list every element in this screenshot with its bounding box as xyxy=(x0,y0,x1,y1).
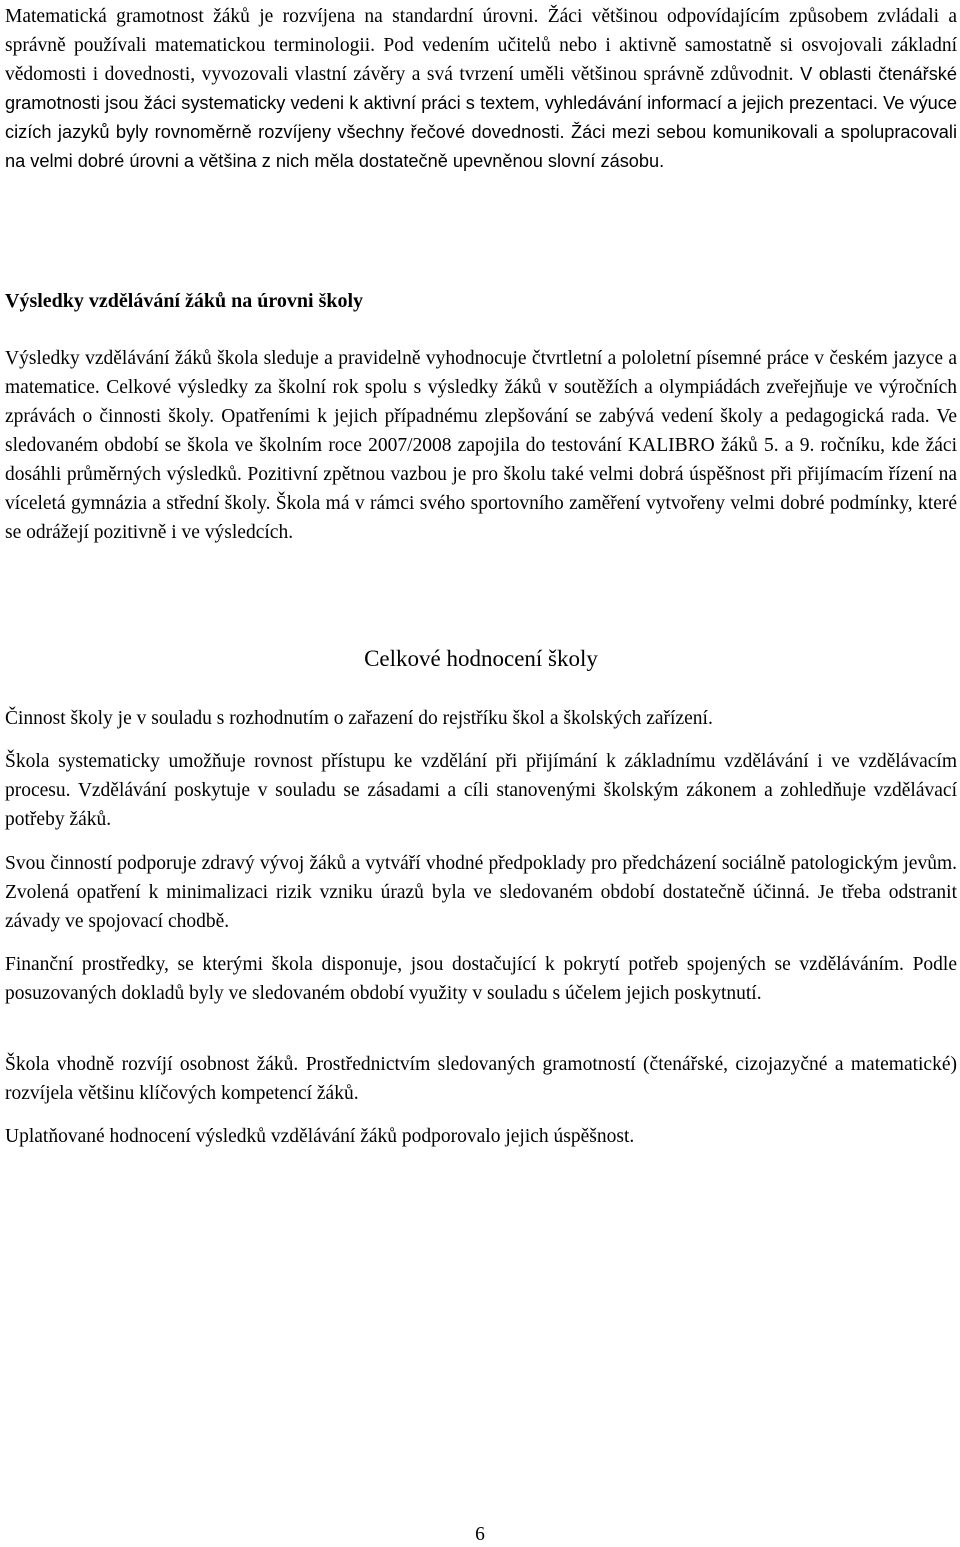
overall-paragraph-6: Uplatňované hodnocení výsledků vzdělávání žáků podporovalo jejich úspěšnost. xyxy=(5,1126,635,1147)
overall-paragraph-3: Svou činností podporuje zdravý vývoj žáků a vytváří vhodné předpoklady pro předcházení sociálně patologickým jevům. Zvolená opatření k minimalizaci rizik vzniku úrazů byla ve sledovaném období dostatečně účinná. Je třeba odstranit závady ve spojovací chodbě. xyxy=(5,853,957,932)
overall-paragraph-1: Činnost školy je v souladu s rozhodnutím o zařazení do rejstříku škol a školských zařízení. xyxy=(5,708,713,729)
overall-paragraph-4: Finanční prostředky, se kterými škola disponuje, jsou dostačující k pokrytí potřeb spojených se vzděláváním. Podle posuzovaných dokladů byly ve sledovaném období využity v souladu s účelem jejich poskytnutí. xyxy=(5,954,957,1004)
overall-paragraph-5: Škola vhodně rozvíjí osobnost žáků. Prostřednictvím sledovaných gramotností (čtenářské, cizojazyčné a matematické) rozvíjela většinu klíčových kompetencí žáků. xyxy=(5,1054,957,1104)
overall-paragraph-2: Škola systematicky umožňuje rovnost přístupu ke vzdělání při přijímání k základnímu vzdělávání i ve vzdělávacím procesu. Vzdělávání poskytuje v souladu se zásadami a cíli stanovenými školským zákonem a zohledňuje vzdělávací potřeby žáků. xyxy=(5,751,957,830)
results-paragraph: Výsledky vzdělávání žáků škola sleduje a pravidelně vyhodnocuje čtvrtletní a pololetní písemné práce v českém jazyce a matematice. Celkové výsledky za školní rok spolu s výsledky žáků v soutěžích a olympiádách zveřejňuje ve výročních zprávách o činnosti školy. Opatřeními k jejich případnému zlepšování se zabývá vedení školy a pedagogická rada. Ve sledovaném období se škola ve školním roce 2007/2008 zapojila do testování KALIBRO žáků 5. a 9. ročníku, kde žáci dosáhli průměrných výsledků. Pozitivní zpětnou vazbou je pro školu také velmi dobrá úspěšnost při přijímacím řízení na víceletá gymnázia a střední školy. Škola má v rámci svého sportovního zaměření vytvořeny velmi dobré podmínky, které se odrážejí pozitivně i ve výsledcích. xyxy=(5,348,957,543)
page-number: 6 xyxy=(475,1524,485,1545)
intro-text-serif: Matematická gramotnost žáků je rozvíjena na standardní úrovni. Žáci většinou odpovídajícím způsobem zvládali a správně používali matematickou terminologii. Pod vedením učitelů nebo i aktivně samostatně si osvojovali základní vědomosti i dovednosti, vyvozovali vlastní závěry a svá tvrzení uměli většinou správně zdůvodnit. xyxy=(5,6,957,85)
intro-text-sans: V oblasti čtenářské gramotnosti jsou žáci systematicky vedeni k aktivní práci s textem, vyhledávání informací a jejich prezentaci. Ve výuce cizích jazyků byly rovnoměrně rozvíjeny všechny řečové dovednosti. Žáci mezi sebou komunikovali a spolupracovali na velmi dobré úrovni a většina z nich měla dostatečně upevněnou slovní zásobu. xyxy=(5,64,957,171)
section-heading-results: Výsledky vzdělávání žáků na úrovni školy xyxy=(5,290,364,312)
intro-paragraph xyxy=(5,2,957,176)
section-heading-overall: Celkové hodnocení školy xyxy=(364,646,598,671)
